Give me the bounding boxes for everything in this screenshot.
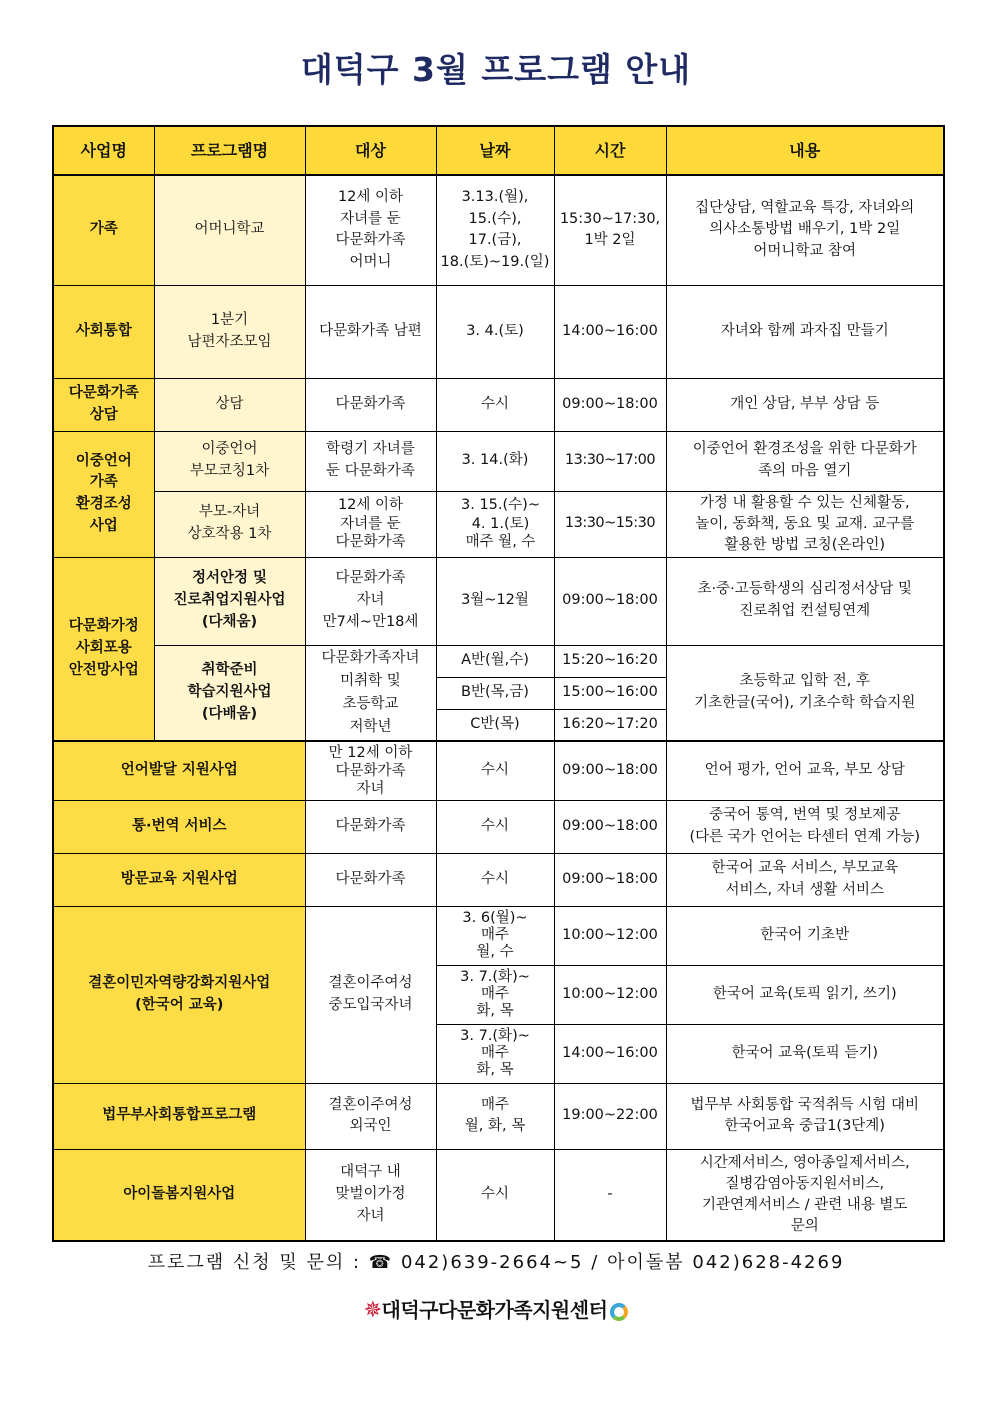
target-cell [305, 175, 436, 285]
program-cell [154, 285, 305, 378]
program-cell [154, 557, 305, 645]
date-line: 매주 [480, 986, 509, 1003]
time-cell: 15:00~16:00 [554, 677, 666, 709]
target-cell: 다문화가족 [305, 853, 436, 906]
content-cell [666, 431, 944, 491]
time-cell [554, 175, 666, 285]
time-cell: 09:00~18:00 [554, 378, 666, 431]
content-cell: 한국어 기초반 [666, 906, 944, 965]
phone-icon: ☎ [368, 1252, 394, 1273]
table-row [53, 906, 944, 965]
date-line: 매주 [480, 1096, 509, 1113]
content-line: 기초한글(국어), 기초수학 학습지원 [694, 694, 916, 711]
table-row [53, 491, 944, 557]
program-line: 1분기 [210, 311, 249, 328]
target-line: 12세 이하 [337, 188, 404, 205]
date-cell: 수시 [436, 853, 554, 906]
target-cell: 다문화가족 [305, 800, 436, 853]
content-cell: 한국어 교육(토픽 듣기) [666, 1024, 944, 1083]
date-cell [436, 1083, 554, 1149]
contact-label: 프로그램 신청 및 문의 : [147, 1252, 362, 1273]
program-cell [154, 491, 305, 557]
date-line: 월, 화, 목 [464, 1118, 526, 1135]
target-line: 결혼이주여성 [328, 1096, 413, 1113]
content-cell [666, 1083, 944, 1149]
target-line: 다문화가족 [335, 570, 406, 587]
table-row [53, 1149, 944, 1241]
content-line: 법무부 사회통합 국적취득 시험 대비 [690, 1096, 920, 1113]
date-cell: 수시 [436, 800, 554, 853]
date-cell [436, 906, 554, 965]
time-cell: 13:30~15:30 [554, 491, 666, 557]
program-line: 정서안정 및 [191, 570, 268, 587]
date-cell: A반(월,수) [436, 645, 554, 677]
biz-line: 상담 [89, 406, 118, 423]
date-line: 15.(수), [468, 210, 522, 227]
time-cell: 10:00~12:00 [554, 965, 666, 1024]
biz-line: 환경조성 [75, 496, 132, 513]
date-cell: B반(목,금) [436, 677, 554, 709]
target-line: 12세 이하 [337, 496, 404, 513]
biz-line: 사업 [89, 517, 118, 534]
content-line: 가정 내 활용할 수 있는 신체활동, [699, 494, 910, 511]
time-cell: 14:00~16:00 [554, 1024, 666, 1083]
date-cell: 3. 4.(토) [436, 285, 554, 378]
content-cell [666, 645, 944, 741]
target-line: 저학년 [349, 719, 392, 736]
target-cell [305, 1083, 436, 1149]
program-cell [154, 645, 305, 741]
date-cell: 수시 [436, 1149, 554, 1241]
time-cell: 13:30~17:00 [554, 431, 666, 491]
childcare-phone: 042)628-4269 [692, 1252, 845, 1273]
program-line: 남편자조모임 [187, 333, 272, 350]
content-line: (다른 국가 언어는 타센터 연계 가능) [689, 828, 920, 845]
center-name: 대덕구다문화가족지원센터 [381, 1298, 608, 1322]
biz-cell: 통·번역 서비스 [53, 800, 305, 853]
time-cell: 19:00~22:00 [554, 1083, 666, 1149]
target-line: 자녀를 둔 [340, 515, 401, 532]
biz-cell: 법무부사회통합프로그램 [53, 1083, 305, 1149]
time-line: 15:30~17:30, [559, 210, 661, 227]
date-line: 매주 [480, 927, 509, 944]
date-cell [436, 965, 554, 1024]
program-line: 이중언어 [201, 441, 258, 458]
program-line: (다배움) [201, 705, 258, 722]
content-line: 이중언어 환경조성을 위한 다문화가 [692, 441, 917, 458]
target-cell [305, 741, 436, 800]
date-cell [436, 1024, 554, 1083]
content-line: 진로취업 컨설팅연계 [739, 603, 871, 620]
biz-cell [53, 378, 154, 431]
target-cell: 다문화가족 [305, 378, 436, 431]
header-biz: 사업명 [53, 126, 154, 175]
biz-line: 가족 [89, 474, 118, 491]
time-cell: - [554, 1149, 666, 1241]
table-row [53, 378, 944, 431]
content-cell [666, 175, 944, 285]
date-line: 매주 [480, 1045, 509, 1062]
biz-cell: 사회통합 [53, 285, 154, 378]
time-cell: 09:00~18:00 [554, 557, 666, 645]
content-line: 초·중·고등학생의 심리정서상담 및 [697, 581, 913, 598]
target-line: 어머니 [349, 254, 392, 270]
biz-line: 안전망사업 [68, 661, 139, 678]
program-cell [154, 431, 305, 491]
biz-cell: 가족 [53, 175, 154, 285]
biz-line: 결혼이민자역량강화지원사업 [88, 975, 271, 992]
date-line: 화, 목 [476, 1003, 514, 1020]
target-line: 자녀 [356, 781, 385, 798]
content-line: 질병감염아동지원서비스, [725, 1176, 885, 1193]
table-row [53, 285, 944, 378]
time-cell: 09:00~18:00 [554, 853, 666, 906]
content-line: 시간제서비스, 영아종일제서비스, [699, 1155, 910, 1172]
date-line: 4. 1.(토) [471, 515, 530, 532]
table-row [53, 741, 944, 800]
date-cell [436, 175, 554, 285]
table-row [53, 645, 944, 677]
content-line: 초등학교 입학 전, 후 [739, 673, 870, 690]
date-line: 3. 7.(화)~ [460, 968, 530, 985]
header-program: 프로그램명 [154, 126, 305, 175]
header-date: 날짜 [436, 126, 554, 175]
date-cell: 수시 [436, 378, 554, 431]
content-cell [666, 800, 944, 853]
target-cell [305, 491, 436, 557]
time-line: 1박 2일 [584, 232, 636, 249]
biz-cell: 언어발달 지원사업 [53, 741, 305, 800]
target-line: 결혼이주여성 [328, 975, 413, 992]
date-line: 매주 월, 수 [465, 534, 536, 551]
biz-cell: 방문교육 지원사업 [53, 853, 305, 906]
target-line: 자녀 [356, 1207, 385, 1224]
target-cell [305, 906, 436, 1083]
date-line: 화, 목 [476, 1062, 514, 1079]
content-line: 족의 마음 열기 [758, 463, 852, 479]
program-line: (다채움) [201, 613, 258, 630]
table-header-row [53, 126, 944, 175]
date-line: 3. 6(월)~ [462, 909, 528, 926]
content-line: 한국어 교육 서비스, 부모교육 [711, 860, 899, 877]
time-cell: 09:00~18:00 [554, 800, 666, 853]
content-line: 기관연계서비스 / 관련 내용 별도 [702, 1197, 908, 1214]
date-cell: 3월~12월 [436, 557, 554, 645]
content-line: 집단상담, 역할교육 특강, 자녀와의 [695, 199, 915, 216]
contact-footer [0, 1248, 992, 1274]
table-row [53, 175, 944, 285]
program-cell: 상담 [154, 378, 305, 431]
program-table [52, 125, 945, 1242]
target-line: 미취학 및 [340, 672, 401, 689]
header-content: 내용 [666, 126, 944, 175]
table-row [53, 431, 944, 491]
target-line: 초등학교 [342, 695, 399, 712]
time-cell: 10:00~12:00 [554, 906, 666, 965]
target-line: 다문화가족자녀 [321, 649, 420, 666]
content-cell [666, 1149, 944, 1241]
content-line: 의사소통방법 배우기, 1박 2일 [709, 221, 901, 238]
content-cell [666, 491, 944, 557]
biz-line: (한국어 교육) [135, 996, 224, 1013]
date-cell: C반(목) [436, 709, 554, 741]
content-line: 활용한 방법 코칭(온라인) [724, 536, 886, 553]
target-line: 다문화가족 [335, 762, 406, 779]
target-line: 자녀를 둔 [340, 210, 401, 227]
center-logo [0, 1294, 992, 1323]
program-cell: 어머니학교 [154, 175, 305, 285]
content-line: 어머니학교 참여 [753, 243, 857, 260]
time-cell: 15:20~16:20 [554, 645, 666, 677]
target-line: 맞벌이가정 [335, 1186, 406, 1203]
page-title: 대덕구 3월 프로그램 안내 [300, 50, 692, 89]
content-line: 중국어 통역, 번역 및 정보제공 [709, 807, 901, 824]
program-line: 부모코칭1차 [189, 463, 270, 479]
contact-phone: 042)639-2664~5 [400, 1252, 584, 1273]
content-cell [666, 853, 944, 906]
program-line: 부모-자녀 [198, 504, 261, 521]
biz-line: 사회포용 [75, 640, 132, 657]
biz-line: 이중언어 [75, 452, 132, 469]
content-line: 한국어교육 중급1(3단계) [724, 1118, 885, 1135]
date-line: 3. 7.(화)~ [460, 1027, 530, 1044]
target-cell [305, 431, 436, 491]
content-cell: 한국어 교육(토픽 읽기, 쓰기) [666, 965, 944, 1024]
content-line: 놀이, 동화책, 동요 및 교재. 교구를 [695, 515, 915, 532]
target-cell [305, 645, 436, 741]
biz-cell [53, 557, 154, 741]
biz-cell [53, 431, 154, 557]
date-cell: 3. 14.(화) [436, 431, 554, 491]
biz-cell [53, 906, 305, 1083]
target-line: 만 12세 이하 [328, 744, 413, 761]
childcare-label: 아이돌봄 [607, 1252, 685, 1273]
table-row [53, 800, 944, 853]
date-line: 18.(토)~19.(일) [440, 254, 550, 270]
target-line: 대덕구 내 [340, 1164, 401, 1181]
target-line: 자녀 [356, 592, 385, 609]
program-line: 학습지원사업 [187, 684, 272, 701]
biz-cell: 아이돌봄지원사업 [53, 1149, 305, 1241]
content-cell [666, 557, 944, 645]
program-line: 상호작용 1차 [187, 526, 272, 543]
target-line: 둔 다문화가족 [326, 463, 415, 479]
table-row [53, 1083, 944, 1149]
program-line: 취학준비 [201, 662, 258, 679]
target-line: 중도입국자녀 [328, 996, 413, 1013]
content-cell: 자녀와 함께 과자집 만들기 [666, 285, 944, 378]
header-time: 시간 [554, 126, 666, 175]
content-cell: 언어 평가, 언어 교육, 부모 상담 [666, 741, 944, 800]
target-cell: 다문화가족 남편 [305, 285, 436, 378]
date-line: 월, 수 [476, 944, 514, 961]
contact-separator: / [591, 1252, 600, 1273]
swirl-logo-icon [610, 1303, 628, 1321]
date-cell [436, 491, 554, 557]
table-row [53, 853, 944, 906]
time-cell: 09:00~18:00 [554, 741, 666, 800]
target-line: 만7세~만18세 [322, 613, 419, 630]
content-line: 서비스, 자녀 생활 서비스 [725, 881, 884, 898]
catholic-cross-icon: ✵ [363, 1298, 382, 1323]
date-cell: 수시 [436, 741, 554, 800]
biz-line: 다문화가정 [68, 618, 139, 635]
time-cell: 14:00~16:00 [554, 285, 666, 378]
date-line: 17.(금), [468, 232, 522, 249]
time-cell: 16:20~17:20 [554, 709, 666, 741]
target-line: 학령기 자녀를 [326, 441, 415, 458]
target-line: 외국인 [349, 1118, 392, 1135]
target-line: 다문화가족 [335, 534, 406, 551]
content-line: 문의 [790, 1218, 819, 1235]
target-cell [305, 1149, 436, 1241]
target-cell [305, 557, 436, 645]
table-row [53, 557, 944, 645]
content-cell: 개인 상담, 부부 상담 등 [666, 378, 944, 431]
program-line: 진로취업지원사업 [173, 592, 286, 609]
header-target: 대상 [305, 126, 436, 175]
date-line: 3. 15.(수)~ [461, 496, 540, 513]
target-line: 다문화가족 [335, 232, 406, 249]
date-line: 3.13.(월), [461, 188, 529, 205]
biz-line: 다문화가족 [68, 384, 139, 401]
